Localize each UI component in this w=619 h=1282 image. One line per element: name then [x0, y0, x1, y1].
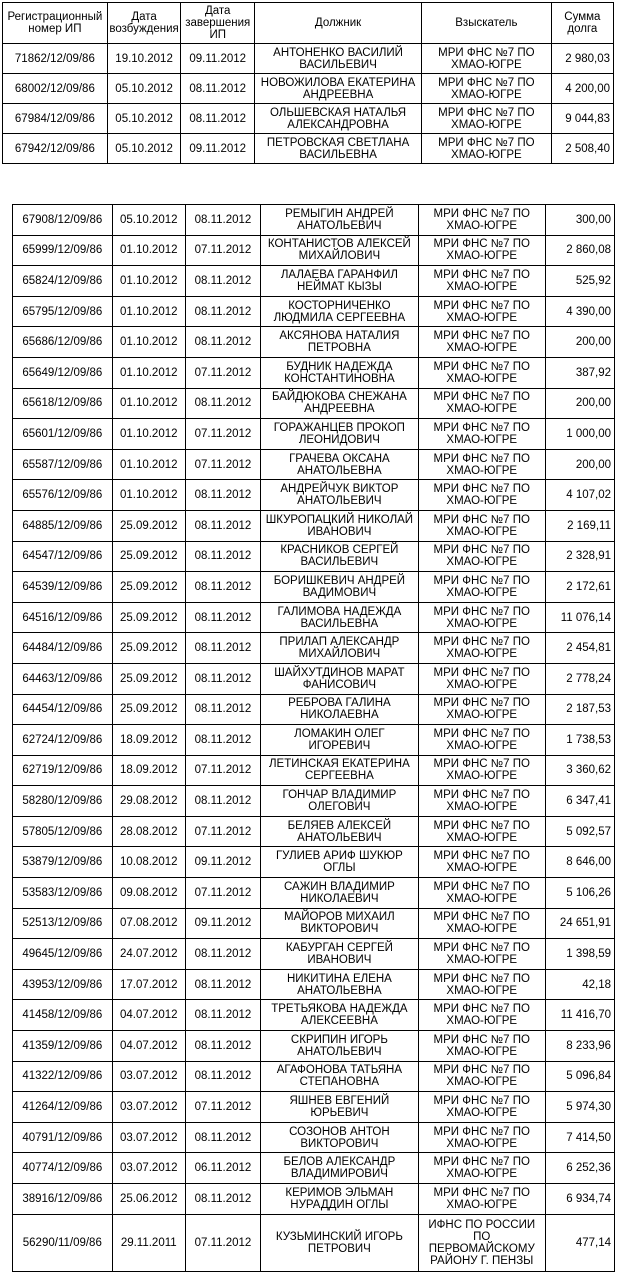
start-date-cell: 07.08.2012 — [112, 908, 185, 939]
creditor-cell: МРИ ФНС №7 ПО ХМАО-ЮГРЕ — [418, 786, 545, 817]
start-date-cell: 04.07.2012 — [112, 1031, 185, 1062]
table-row — [13, 1000, 615, 1031]
table-row — [13, 357, 615, 388]
debtor-cell: АКСЯНОВА НАТАЛИЯ ПЕТРОВНА — [261, 327, 419, 358]
debtor-cell: БУДНИК НАДЕЖДА КОНСТАНТИНОВНА — [261, 357, 419, 388]
start-date-cell: 01.10.2012 — [112, 266, 185, 297]
start-date-cell: 01.10.2012 — [112, 419, 185, 450]
debtor-cell: БОРИШКЕВИЧ АНДРЕЙ ВАДИМОВИЧ — [261, 572, 419, 603]
debtor-cell: ГОНЧАР ВЛАДИМИР ОЛЕГОВИЧ — [261, 786, 419, 817]
end-date-cell: 07.11.2012 — [185, 357, 260, 388]
end-date-cell: 08.11.2012 — [185, 602, 260, 633]
end-date-cell: 08.11.2012 — [185, 1031, 260, 1062]
debtor-cell: ТРЕТЬЯКОВА НАДЕЖДА АЛЕКСЕЕВНА — [261, 1000, 419, 1031]
table-row — [13, 235, 615, 266]
creditor-cell: МРИ ФНС №7 ПО ХМАО-ЮГРЕ — [418, 327, 545, 358]
debt-sum-cell: 200,00 — [545, 388, 614, 419]
reg-number-cell: 41359/12/09/86 — [13, 1031, 113, 1062]
end-date-cell: 08.11.2012 — [185, 388, 260, 419]
creditor-cell: МРИ ФНС №7 ПО ХМАО-ЮГРЕ — [418, 939, 545, 970]
debtor-cell: ГОРАЖАНЦЕВ ПРОКОП ЛЕОНИДОВИЧ — [261, 419, 419, 450]
end-date-cell: 08.11.2012 — [185, 1122, 260, 1153]
debtor-cell: САЖИН ВЛАДИМИР НИКОЛАЕВИЧ — [261, 878, 419, 909]
debt-sum-cell: 5 096,84 — [545, 1061, 614, 1092]
debt-sum-cell: 11 416,70 — [545, 1000, 614, 1031]
table-row — [13, 510, 615, 541]
reg-number-cell: 40774/12/09/86 — [13, 1153, 113, 1184]
debtor-cell: ГУЛИЕВ АРИФ ШУКЮР ОГЛЫ — [261, 847, 419, 878]
debtor-cell: РЕБРОВА ГАЛИНА НИКОЛАЕВНА — [261, 694, 419, 725]
start-date-cell: 05.10.2012 — [112, 205, 185, 236]
debt-sum-cell: 2 187,53 — [545, 694, 614, 725]
debt-sum-cell: 200,00 — [545, 449, 614, 480]
creditor-cell: МРИ ФНС №7 ПО ХМАО-ЮГРЕ — [418, 1153, 545, 1184]
reg-number-cell: 65824/12/09/86 — [13, 266, 113, 297]
debtor-cell: КОСТОРНИЧЕНКО ЛЮДМИЛА СЕРГЕЕВНА — [261, 296, 419, 327]
debt-sum-cell: 2 328,91 — [545, 541, 614, 572]
end-date-cell: 08.11.2012 — [185, 510, 260, 541]
header-end-date: Дата завершения ИП — [181, 3, 255, 44]
table-row — [3, 104, 614, 134]
creditor-cell: МРИ ФНС №7 ПО ХМАО-ЮГРЕ — [418, 847, 545, 878]
start-date-cell: 04.07.2012 — [112, 1000, 185, 1031]
reg-number-cell: 65686/12/09/86 — [13, 327, 113, 358]
debt-sum-cell: 300,00 — [545, 205, 614, 236]
debt-sum-cell: 8 233,96 — [545, 1031, 614, 1062]
start-date-cell: 05.10.2012 — [107, 74, 181, 104]
creditor-cell: ИФНС ПО РОССИИ ПО ПЕРВОМАЙСКОМУ РАЙОНУ Г. ПЕНЗЫ — [418, 1214, 545, 1271]
creditor-cell: МРИ ФНС №7 ПО ХМАО-ЮГРЕ — [418, 602, 545, 633]
debtor-cell: КОНТАНИСТОВ АЛЕКСЕЙ МИХАЙЛОВИЧ — [261, 235, 419, 266]
debts-table-header-block — [2, 2, 614, 164]
creditor-cell: МРИ ФНС №7 ПО ХМАО-ЮГРЕ — [422, 104, 552, 134]
reg-number-cell: 65649/12/09/86 — [13, 357, 113, 388]
creditor-cell: МРИ ФНС №7 ПО ХМАО-ЮГРЕ — [418, 633, 545, 664]
creditor-cell: МРИ ФНС №7 ПО ХМАО-ЮГРЕ — [418, 419, 545, 450]
end-date-cell: 08.11.2012 — [185, 939, 260, 970]
debt-sum-cell: 9 044,83 — [551, 104, 613, 134]
start-date-cell: 18.09.2012 — [112, 725, 185, 756]
reg-number-cell: 41264/12/09/86 — [13, 1092, 113, 1123]
debtor-cell: БЕЛОВ АЛЕКСАНДР ВЛАДИМИРОВИЧ — [261, 1153, 419, 1184]
reg-number-cell: 65587/12/09/86 — [13, 449, 113, 480]
table-row — [13, 296, 615, 327]
debt-sum-cell: 6 347,41 — [545, 786, 614, 817]
end-date-cell: 07.11.2012 — [185, 1092, 260, 1123]
debtor-cell: КАБУРГАН СЕРГЕЙ ИВАНОВИЧ — [261, 939, 419, 970]
debtor-cell: КЕРИМОВ ЭЛЬМАН НУРАДДИН ОГЛЫ — [261, 1184, 419, 1215]
creditor-cell: МРИ ФНС №7 ПО ХМАО-ЮГРЕ — [418, 694, 545, 725]
start-date-cell: 25.09.2012 — [112, 663, 185, 694]
end-date-cell: 07.11.2012 — [185, 816, 260, 847]
table-row — [13, 725, 615, 756]
debtor-cell: НОВОЖИЛОВА ЕКАТЕРИНА АНДРЕЕВНА — [255, 74, 422, 104]
table-row — [13, 694, 615, 725]
creditor-cell: МРИ ФНС №7 ПО ХМАО-ЮГРЕ — [418, 969, 545, 1000]
start-date-cell: 19.10.2012 — [107, 44, 181, 74]
reg-number-cell: 65576/12/09/86 — [13, 480, 113, 511]
table-row — [13, 786, 615, 817]
creditor-cell: МРИ ФНС №7 ПО ХМАО-ЮГРЕ — [418, 1092, 545, 1123]
table-row — [13, 572, 615, 603]
creditor-cell: МРИ ФНС №7 ПО ХМАО-ЮГРЕ — [422, 74, 552, 104]
end-date-cell: 08.11.2012 — [181, 74, 255, 104]
end-date-cell: 08.11.2012 — [185, 205, 260, 236]
debtor-cell: КРАСНИКОВ СЕРГЕЙ ВАСИЛЬЕВИЧ — [261, 541, 419, 572]
start-date-cell: 25.09.2012 — [112, 633, 185, 664]
reg-number-cell: 65999/12/09/86 — [13, 235, 113, 266]
debtor-cell: ЛЕТИНСКАЯ ЕКАТЕРИНА СЕРГЕЕВНА — [261, 755, 419, 786]
start-date-cell: 03.07.2012 — [112, 1092, 185, 1123]
debt-sum-cell: 24 651,91 — [545, 908, 614, 939]
start-date-cell: 09.08.2012 — [112, 878, 185, 909]
debt-sum-cell: 6 934,74 — [545, 1184, 614, 1215]
reg-number-cell: 38916/12/09/86 — [13, 1184, 113, 1215]
debtor-cell: ПРИЛАП АЛЕКСАНДР МИХАЙЛОВИЧ — [261, 633, 419, 664]
reg-number-cell: 65618/12/09/86 — [13, 388, 113, 419]
start-date-cell: 05.10.2012 — [107, 134, 181, 164]
creditor-cell: МРИ ФНС №7 ПО ХМАО-ЮГРЕ — [418, 480, 545, 511]
reg-number-cell: 43953/12/09/86 — [13, 969, 113, 1000]
start-date-cell: 01.10.2012 — [112, 235, 185, 266]
end-date-cell: 08.11.2012 — [185, 541, 260, 572]
creditor-cell: МРИ ФНС №7 ПО ХМАО-ЮГРЕ — [418, 357, 545, 388]
table-row — [13, 419, 615, 450]
creditor-cell: МРИ ФНС №7 ПО ХМАО-ЮГРЕ — [418, 572, 545, 603]
end-date-cell: 09.11.2012 — [185, 908, 260, 939]
debtor-cell: ГАЛИМОВА НАДЕЖДА ВАСИЛЬЕВНА — [261, 602, 419, 633]
creditor-cell: МРИ ФНС №7 ПО ХМАО-ЮГРЕ — [418, 296, 545, 327]
debt-sum-cell: 5 106,26 — [545, 878, 614, 909]
table-row — [13, 205, 615, 236]
start-date-cell: 18.09.2012 — [112, 755, 185, 786]
table-row — [13, 908, 615, 939]
header-start-date: Дата возбуждения — [107, 3, 181, 44]
debtor-cell: СКРИПИН ИГОРЬ АНАТОЛЬЕВИЧ — [261, 1031, 419, 1062]
end-date-cell: 09.11.2012 — [181, 134, 255, 164]
reg-number-cell: 64547/12/09/86 — [13, 541, 113, 572]
creditor-cell: МРИ ФНС №7 ПО ХМАО-ЮГРЕ — [422, 134, 552, 164]
reg-number-cell: 53583/12/09/86 — [13, 878, 113, 909]
creditor-cell: МРИ ФНС №7 ПО ХМАО-ЮГРЕ — [418, 1122, 545, 1153]
end-date-cell: 08.11.2012 — [185, 266, 260, 297]
creditor-cell: МРИ ФНС №7 ПО ХМАО-ЮГРЕ — [418, 725, 545, 756]
debt-sum-cell: 4 107,02 — [545, 480, 614, 511]
table-row — [13, 541, 615, 572]
reg-number-cell: 71862/12/09/86 — [3, 44, 108, 74]
debtor-cell: БАЙДЮКОВА СНЕЖАНА АНДРЕЕВНА — [261, 388, 419, 419]
reg-number-cell: 49645/12/09/86 — [13, 939, 113, 970]
debt-sum-cell: 8 646,00 — [545, 847, 614, 878]
reg-number-cell: 65795/12/09/86 — [13, 296, 113, 327]
debtor-cell: НИКИТИНА ЕЛЕНА АНАТОЛЬЕВНА — [261, 969, 419, 1000]
creditor-cell: МРИ ФНС №7 ПО ХМАО-ЮГРЕ — [418, 1061, 545, 1092]
debt-sum-cell: 4 390,00 — [545, 296, 614, 327]
end-date-cell: 08.11.2012 — [185, 480, 260, 511]
end-date-cell: 08.11.2012 — [185, 725, 260, 756]
end-date-cell: 07.11.2012 — [185, 755, 260, 786]
table-row — [13, 663, 615, 694]
end-date-cell: 07.11.2012 — [185, 449, 260, 480]
table-row — [13, 388, 615, 419]
debt-sum-cell: 200,00 — [545, 327, 614, 358]
reg-number-cell: 64463/12/09/86 — [13, 663, 113, 694]
start-date-cell: 25.09.2012 — [112, 541, 185, 572]
start-date-cell: 28.08.2012 — [112, 816, 185, 847]
start-date-cell: 25.09.2012 — [112, 602, 185, 633]
header-row — [3, 3, 614, 44]
end-date-cell: 08.11.2012 — [185, 1000, 260, 1031]
table-row — [13, 1153, 615, 1184]
debt-sum-cell: 2 980,03 — [551, 44, 613, 74]
start-date-cell: 03.07.2012 — [112, 1061, 185, 1092]
debt-sum-cell: 2 860,08 — [545, 235, 614, 266]
creditor-cell: МРИ ФНС №7 ПО ХМАО-ЮГРЕ — [418, 663, 545, 694]
reg-number-cell: 62719/12/09/86 — [13, 755, 113, 786]
start-date-cell: 05.10.2012 — [107, 104, 181, 134]
reg-number-cell: 53879/12/09/86 — [13, 847, 113, 878]
start-date-cell: 25.09.2012 — [112, 572, 185, 603]
table-row — [13, 1031, 615, 1062]
debtor-cell: МАЙОРОВ МИХАИЛ ВИКТОРОВИЧ — [261, 908, 419, 939]
debt-sum-cell: 1 738,53 — [545, 725, 614, 756]
debt-sum-cell: 387,92 — [545, 357, 614, 388]
debt-sum-cell: 1 398,59 — [545, 939, 614, 970]
debt-sum-cell: 7 414,50 — [545, 1122, 614, 1153]
debtor-cell: КУЗЬМИНСКИЙ ИГОРЬ ПЕТРОВИЧ — [261, 1214, 419, 1271]
end-date-cell: 08.11.2012 — [185, 663, 260, 694]
end-date-cell: 09.11.2012 — [185, 847, 260, 878]
debt-sum-cell: 5 092,57 — [545, 816, 614, 847]
reg-number-cell: 68002/12/09/86 — [3, 74, 108, 104]
table-row — [3, 134, 614, 164]
start-date-cell: 03.07.2012 — [112, 1153, 185, 1184]
table-row — [13, 755, 615, 786]
reg-number-cell: 67984/12/09/86 — [3, 104, 108, 134]
debt-sum-cell: 42,18 — [545, 969, 614, 1000]
end-date-cell: 08.11.2012 — [185, 786, 260, 817]
debt-sum-cell: 3 360,62 — [545, 755, 614, 786]
end-date-cell: 07.11.2012 — [185, 419, 260, 450]
reg-number-cell: 64885/12/09/86 — [13, 510, 113, 541]
end-date-cell: 08.11.2012 — [185, 969, 260, 1000]
end-date-cell: 08.11.2012 — [185, 572, 260, 603]
debt-sum-cell: 4 200,00 — [551, 74, 613, 104]
start-date-cell: 01.10.2012 — [112, 296, 185, 327]
table-row — [13, 878, 615, 909]
end-date-cell: 08.11.2012 — [185, 327, 260, 358]
debts-table-main-block — [12, 204, 615, 1272]
debt-sum-cell: 477,14 — [545, 1214, 614, 1271]
table-row — [3, 44, 614, 74]
reg-number-cell: 41322/12/09/86 — [13, 1061, 113, 1092]
reg-number-cell: 67942/12/09/86 — [3, 134, 108, 164]
debtor-cell: РЕМЫГИН АНДРЕЙ АНАТОЛЬЕВИЧ — [261, 205, 419, 236]
reg-number-cell: 58280/12/09/86 — [13, 786, 113, 817]
table-row — [13, 327, 615, 358]
debtor-cell: ЯШНЕВ ЕВГЕНИЙ ЮРЬЕВИЧ — [261, 1092, 419, 1123]
reg-number-cell: 41458/12/09/86 — [13, 1000, 113, 1031]
debt-sum-cell: 6 252,36 — [545, 1153, 614, 1184]
end-date-cell: 08.11.2012 — [181, 104, 255, 134]
table-row — [13, 1214, 615, 1271]
reg-number-cell: 64516/12/09/86 — [13, 602, 113, 633]
debt-sum-cell: 2 508,40 — [551, 134, 613, 164]
creditor-cell: МРИ ФНС №7 ПО ХМАО-ЮГРЕ — [418, 816, 545, 847]
start-date-cell: 25.06.2012 — [112, 1184, 185, 1215]
creditor-cell: МРИ ФНС №7 ПО ХМАО-ЮГРЕ — [418, 908, 545, 939]
reg-number-cell: 64539/12/09/86 — [13, 572, 113, 603]
debtor-cell: ШАЙХУТДИНОВ МАРАТ ФАНИСОВИЧ — [261, 663, 419, 694]
debt-sum-cell: 2 454,81 — [545, 633, 614, 664]
debtor-cell: АНТОНЕНКО ВАСИЛИЙ ВАСИЛЬЕВИЧ — [255, 44, 422, 74]
reg-number-cell: 40791/12/09/86 — [13, 1122, 113, 1153]
creditor-cell: МРИ ФНС №7 ПО ХМАО-ЮГРЕ — [418, 755, 545, 786]
end-date-cell: 08.11.2012 — [185, 694, 260, 725]
debt-sum-cell: 2 172,61 — [545, 572, 614, 603]
table-row — [13, 633, 615, 664]
reg-number-cell: 57805/12/09/86 — [13, 816, 113, 847]
creditor-cell: МРИ ФНС №7 ПО ХМАО-ЮГРЕ — [418, 388, 545, 419]
end-date-cell: 08.11.2012 — [185, 633, 260, 664]
debt-sum-cell: 5 974,30 — [545, 1092, 614, 1123]
creditor-cell: МРИ ФНС №7 ПО ХМАО-ЮГРЕ — [422, 44, 552, 74]
header-debt-sum: Сумма долга — [551, 3, 613, 44]
start-date-cell: 01.10.2012 — [112, 449, 185, 480]
table-row — [13, 1092, 615, 1123]
debtor-cell: ОЛЬШЕВСКАЯ НАТАЛЬЯ АЛЕКСАНДРОВНА — [255, 104, 422, 134]
table-row — [13, 969, 615, 1000]
debt-sum-cell: 525,92 — [545, 266, 614, 297]
creditor-cell: МРИ ФНС №7 ПО ХМАО-ЮГРЕ — [418, 541, 545, 572]
end-date-cell: 08.11.2012 — [185, 296, 260, 327]
reg-number-cell: 62724/12/09/86 — [13, 725, 113, 756]
start-date-cell: 25.09.2012 — [112, 510, 185, 541]
table-row — [3, 74, 614, 104]
table-row — [13, 266, 615, 297]
reg-number-cell: 67908/12/09/86 — [13, 205, 113, 236]
creditor-cell: МРИ ФНС №7 ПО ХМАО-ЮГРЕ — [418, 878, 545, 909]
creditor-cell: МРИ ФНС №7 ПО ХМАО-ЮГРЕ — [418, 510, 545, 541]
end-date-cell: 06.11.2012 — [185, 1153, 260, 1184]
start-date-cell: 01.10.2012 — [112, 388, 185, 419]
start-date-cell: 29.08.2012 — [112, 786, 185, 817]
debtor-cell: ЛАЛАЕВА ГАРАНФИЛ НЕЙМАТ КЫЗЫ — [261, 266, 419, 297]
debtor-cell: АНДРЕЙЧУК ВИКТОР АНАТОЛЬЕВИЧ — [261, 480, 419, 511]
reg-number-cell: 64484/12/09/86 — [13, 633, 113, 664]
table-row — [13, 1184, 615, 1215]
debt-sum-cell: 2 169,11 — [545, 510, 614, 541]
table-row — [13, 1061, 615, 1092]
debtor-cell: ЛОМАКИН ОЛЕГ ИГОРЕВИЧ — [261, 725, 419, 756]
creditor-cell: МРИ ФНС №7 ПО ХМАО-ЮГРЕ — [418, 1031, 545, 1062]
end-date-cell: 07.11.2012 — [185, 1214, 260, 1271]
header-debtor: Должник — [255, 3, 422, 44]
debt-sum-cell: 11 076,14 — [545, 602, 614, 633]
debt-sum-cell: 1 000,00 — [545, 419, 614, 450]
debtor-cell: БЕЛЯЕВ АЛЕКСЕЙ АНАТОЛЬЕВИЧ — [261, 816, 419, 847]
end-date-cell: 07.11.2012 — [185, 878, 260, 909]
start-date-cell: 10.08.2012 — [112, 847, 185, 878]
creditor-cell: МРИ ФНС №7 ПО ХМАО-ЮГРЕ — [418, 449, 545, 480]
creditor-cell: МРИ ФНС №7 ПО ХМАО-ЮГРЕ — [418, 1184, 545, 1215]
debtor-cell: ПЕТРОВСКАЯ СВЕТЛАНА ВАСИЛЬЕВНА — [255, 134, 422, 164]
end-date-cell: 07.11.2012 — [185, 235, 260, 266]
creditor-cell: МРИ ФНС №7 ПО ХМАО-ЮГРЕ — [418, 205, 545, 236]
start-date-cell: 29.11.2011 — [112, 1214, 185, 1271]
creditor-cell: МРИ ФНС №7 ПО ХМАО-ЮГРЕ — [418, 1000, 545, 1031]
debt-sum-cell: 2 778,24 — [545, 663, 614, 694]
reg-number-cell: 65601/12/09/86 — [13, 419, 113, 450]
reg-number-cell: 56290/11/09/86 — [13, 1214, 113, 1271]
table-row — [13, 602, 615, 633]
creditor-cell: МРИ ФНС №7 ПО ХМАО-ЮГРЕ — [418, 235, 545, 266]
reg-number-cell: 64454/12/09/86 — [13, 694, 113, 725]
creditor-cell: МРИ ФНС №7 ПО ХМАО-ЮГРЕ — [418, 266, 545, 297]
debtor-cell: АГАФОНОВА ТАТЬЯНА СТЕПАНОВНА — [261, 1061, 419, 1092]
header-creditor: Взыскатель — [422, 3, 552, 44]
end-date-cell: 08.11.2012 — [185, 1184, 260, 1215]
debtor-cell: СОЗОНОВ АНТОН ВИКТОРОВИЧ — [261, 1122, 419, 1153]
end-date-cell: 08.11.2012 — [185, 1061, 260, 1092]
debtor-cell: ГРАЧЕВА ОКСАНА АНАТОЛЬЕВНА — [261, 449, 419, 480]
table-row — [13, 847, 615, 878]
start-date-cell: 24.07.2012 — [112, 939, 185, 970]
start-date-cell: 03.07.2012 — [112, 1122, 185, 1153]
table-row — [13, 816, 615, 847]
table-row — [13, 939, 615, 970]
start-date-cell: 01.10.2012 — [112, 357, 185, 388]
reg-number-cell: 52513/12/09/86 — [13, 908, 113, 939]
start-date-cell: 01.10.2012 — [112, 480, 185, 511]
start-date-cell: 25.09.2012 — [112, 694, 185, 725]
debtor-cell: ШКУРОПАЦКИЙ НИКОЛАЙ ИВАНОВИЧ — [261, 510, 419, 541]
table-row — [13, 449, 615, 480]
end-date-cell: 09.11.2012 — [181, 44, 255, 74]
table-row — [13, 1122, 615, 1153]
start-date-cell: 17.07.2012 — [112, 969, 185, 1000]
start-date-cell: 01.10.2012 — [112, 327, 185, 358]
table-row — [13, 480, 615, 511]
header-reg-number: Регистрационный номер ИП — [3, 3, 108, 44]
